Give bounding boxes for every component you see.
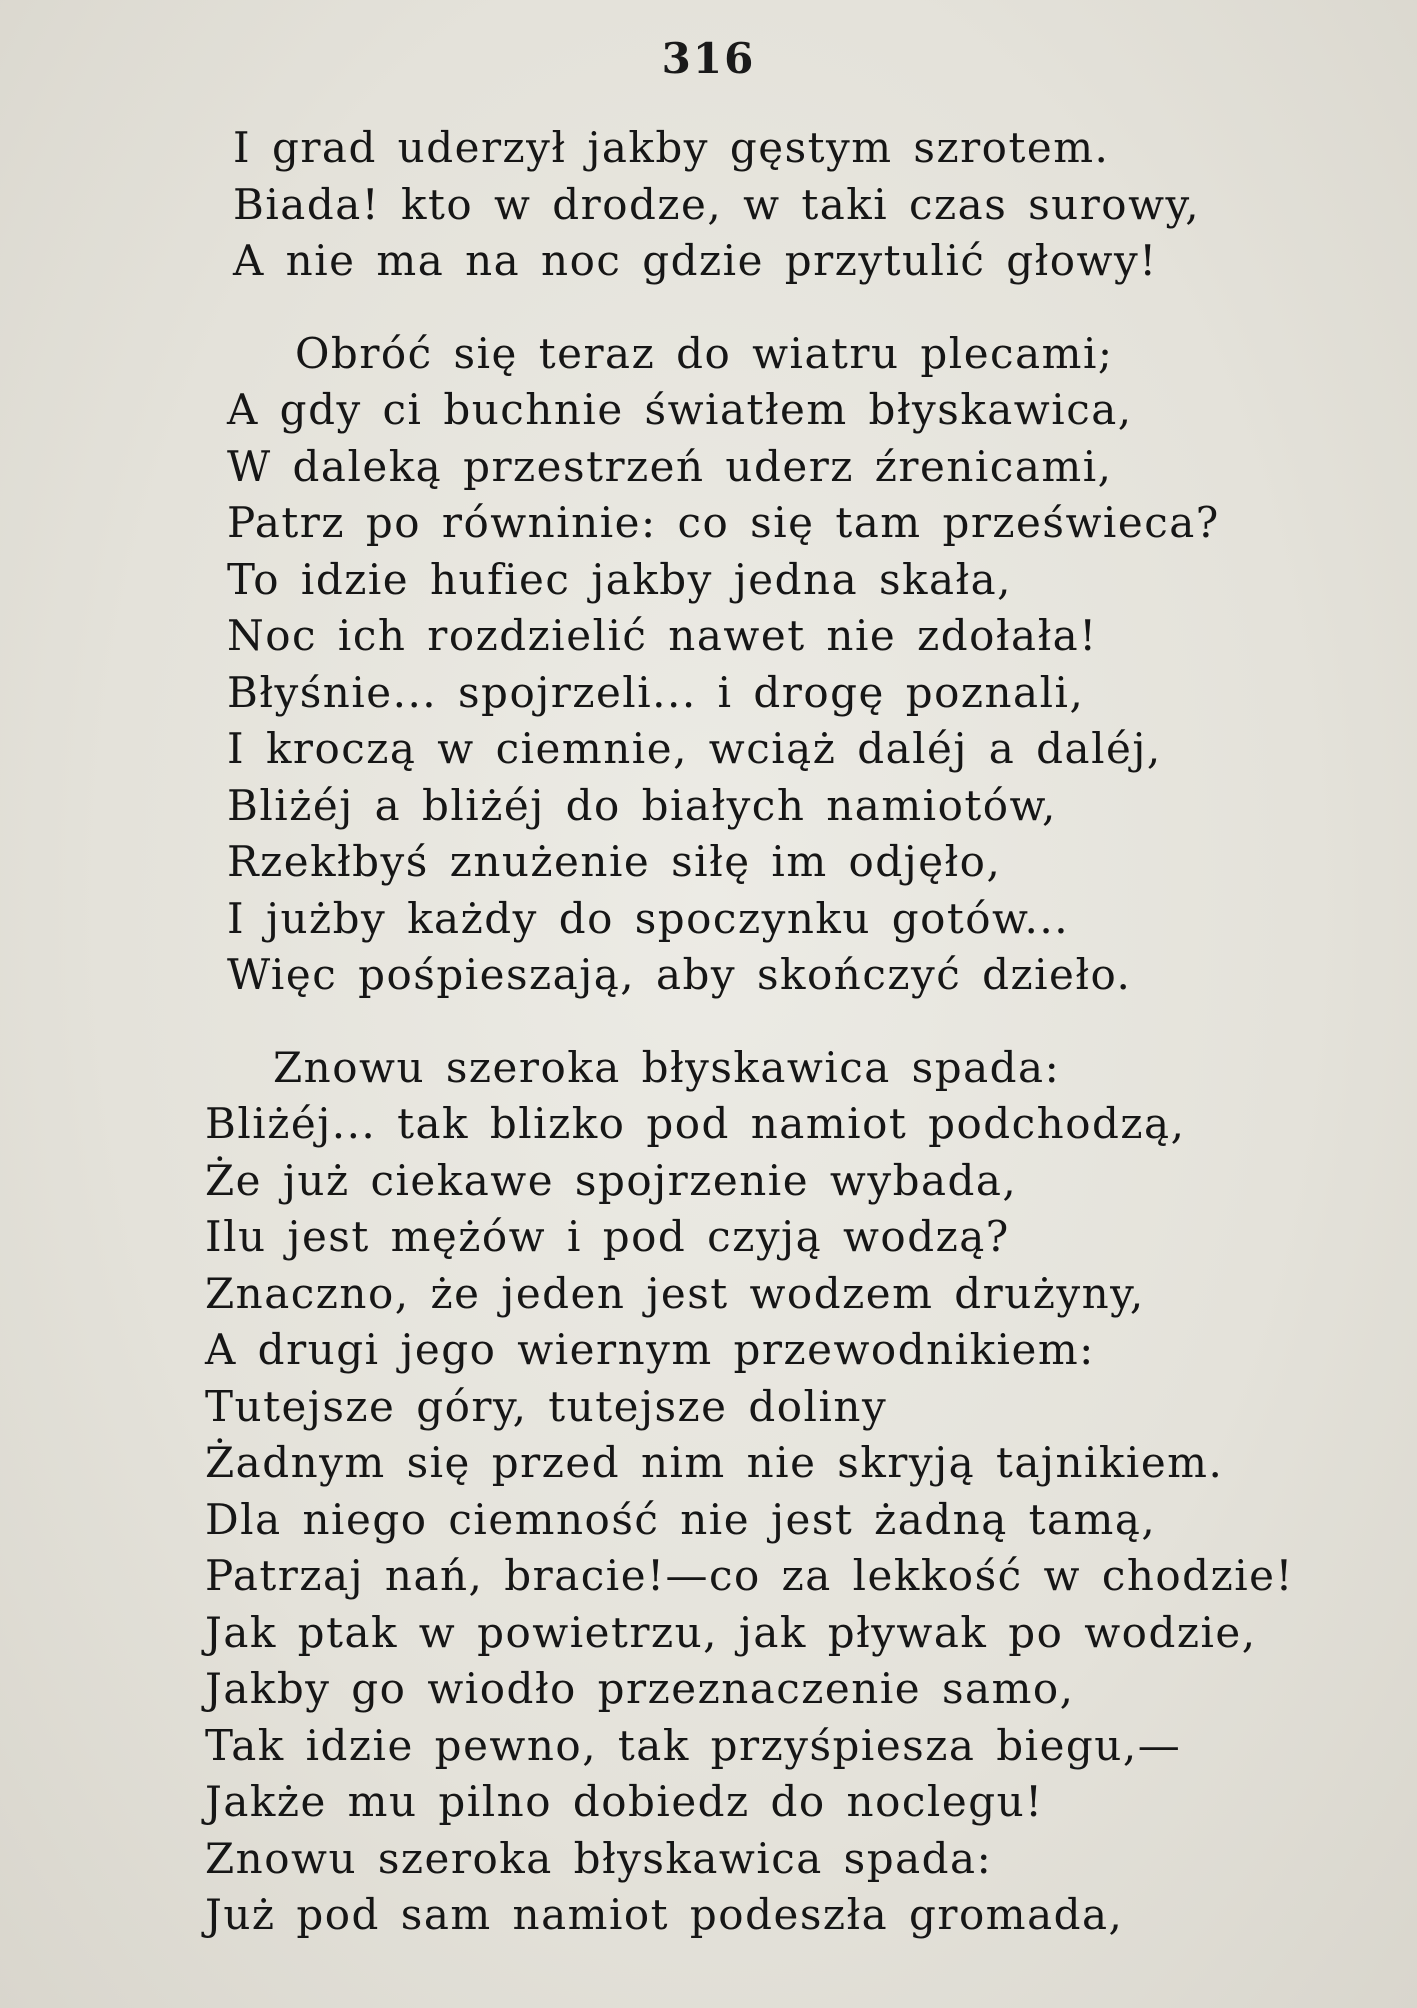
verse-line: Rzekłbyś znużenie siłę im odjęło, (227, 837, 1002, 886)
verse-line: I kroczą w ciemnie, wciąż daléj a daléj, (227, 724, 1162, 773)
verse-line: Błyśnie... spojrzeli... i drogę poznali, (227, 667, 1085, 717)
verse-line: I grad uderzył jakby gęstym szrotem. (233, 123, 1110, 172)
verse-line: Więc pośpieszają, aby skończyć dzieło. (227, 950, 1132, 999)
verse-line: Patrzaj nań, bracie!—co za lekkość w chodzie! (205, 1551, 1294, 1600)
verse-line: Bliżéj a bliżéj do białych namiotów, (227, 780, 1057, 830)
verse-line: Jak ptak w powietrzu, jak pływak po wodzie, (205, 1607, 1257, 1657)
verse-line: Znaczno, że jeden jest wodzem drużyny, (205, 1268, 1145, 1318)
verse-line: Znowu szeroka błyskawica spada: (273, 1042, 1061, 1092)
verse-line: Noc ich rozdzielić nawet nie zdołała! (227, 611, 1098, 660)
verse-line: W daleką przestrzeń uderz źrenicami, (227, 441, 1113, 491)
page-number: 316 (661, 34, 756, 83)
verse-line: Patrz po równinie: co się tam prześwieca? (227, 498, 1220, 547)
verse-line: A drugi jego wiernym przewodnikiem: (205, 1325, 1095, 1374)
verse-line: Tutejsze góry, tutejsze doliny (205, 1381, 888, 1431)
stanza-1 (233, 120, 1345, 290)
verse-line: A nie ma na noc gdzie przytulić głowy! (233, 236, 1158, 285)
verse-line: Już pod sam namiot podeszła gromada, (205, 1890, 1124, 1939)
verse-line: Bliżéj... tak blizko pod namiot podchodzą, (205, 1099, 1186, 1148)
verse-line: Że już ciekawe spojrzenie wybada, (205, 1155, 1018, 1205)
verse-line: Żadnym się przed nim nie skryją tajnikiem. (205, 1438, 1224, 1487)
verse-line: Tak idzie pewno, tak przyśpiesza biegu,— (205, 1720, 1182, 1770)
poem-text (205, 120, 1345, 1944)
verse-line: Dla niego ciemność nie jest żadną tamą, (205, 1494, 1157, 1544)
verse-line: Ilu jest mężów i pod czyją wodzą? (205, 1212, 1010, 1261)
stanza-3 (205, 1040, 1345, 1944)
verse-line: A gdy ci buchnie światłem błyskawica, (227, 385, 1133, 434)
verse-line: Jakże mu pilno dobiedz do noclegu! (205, 1777, 1044, 1826)
verse-line: Znowu szeroka błyskawica spada: (205, 1833, 993, 1883)
verse-line: Biada! kto w drodze, w taki czas surowy, (233, 179, 1201, 229)
stanza-2 (227, 326, 1345, 1004)
verse-line: Jakby go wiodło przeznaczenie samo, (205, 1664, 1075, 1713)
verse-line: Obróć się teraz do wiatru plecami; (295, 328, 1114, 378)
verse-line: I jużby każdy do spoczynku gotów... (227, 893, 1070, 943)
verse-line: To idzie hufiec jakby jedna skała, (227, 554, 1013, 604)
